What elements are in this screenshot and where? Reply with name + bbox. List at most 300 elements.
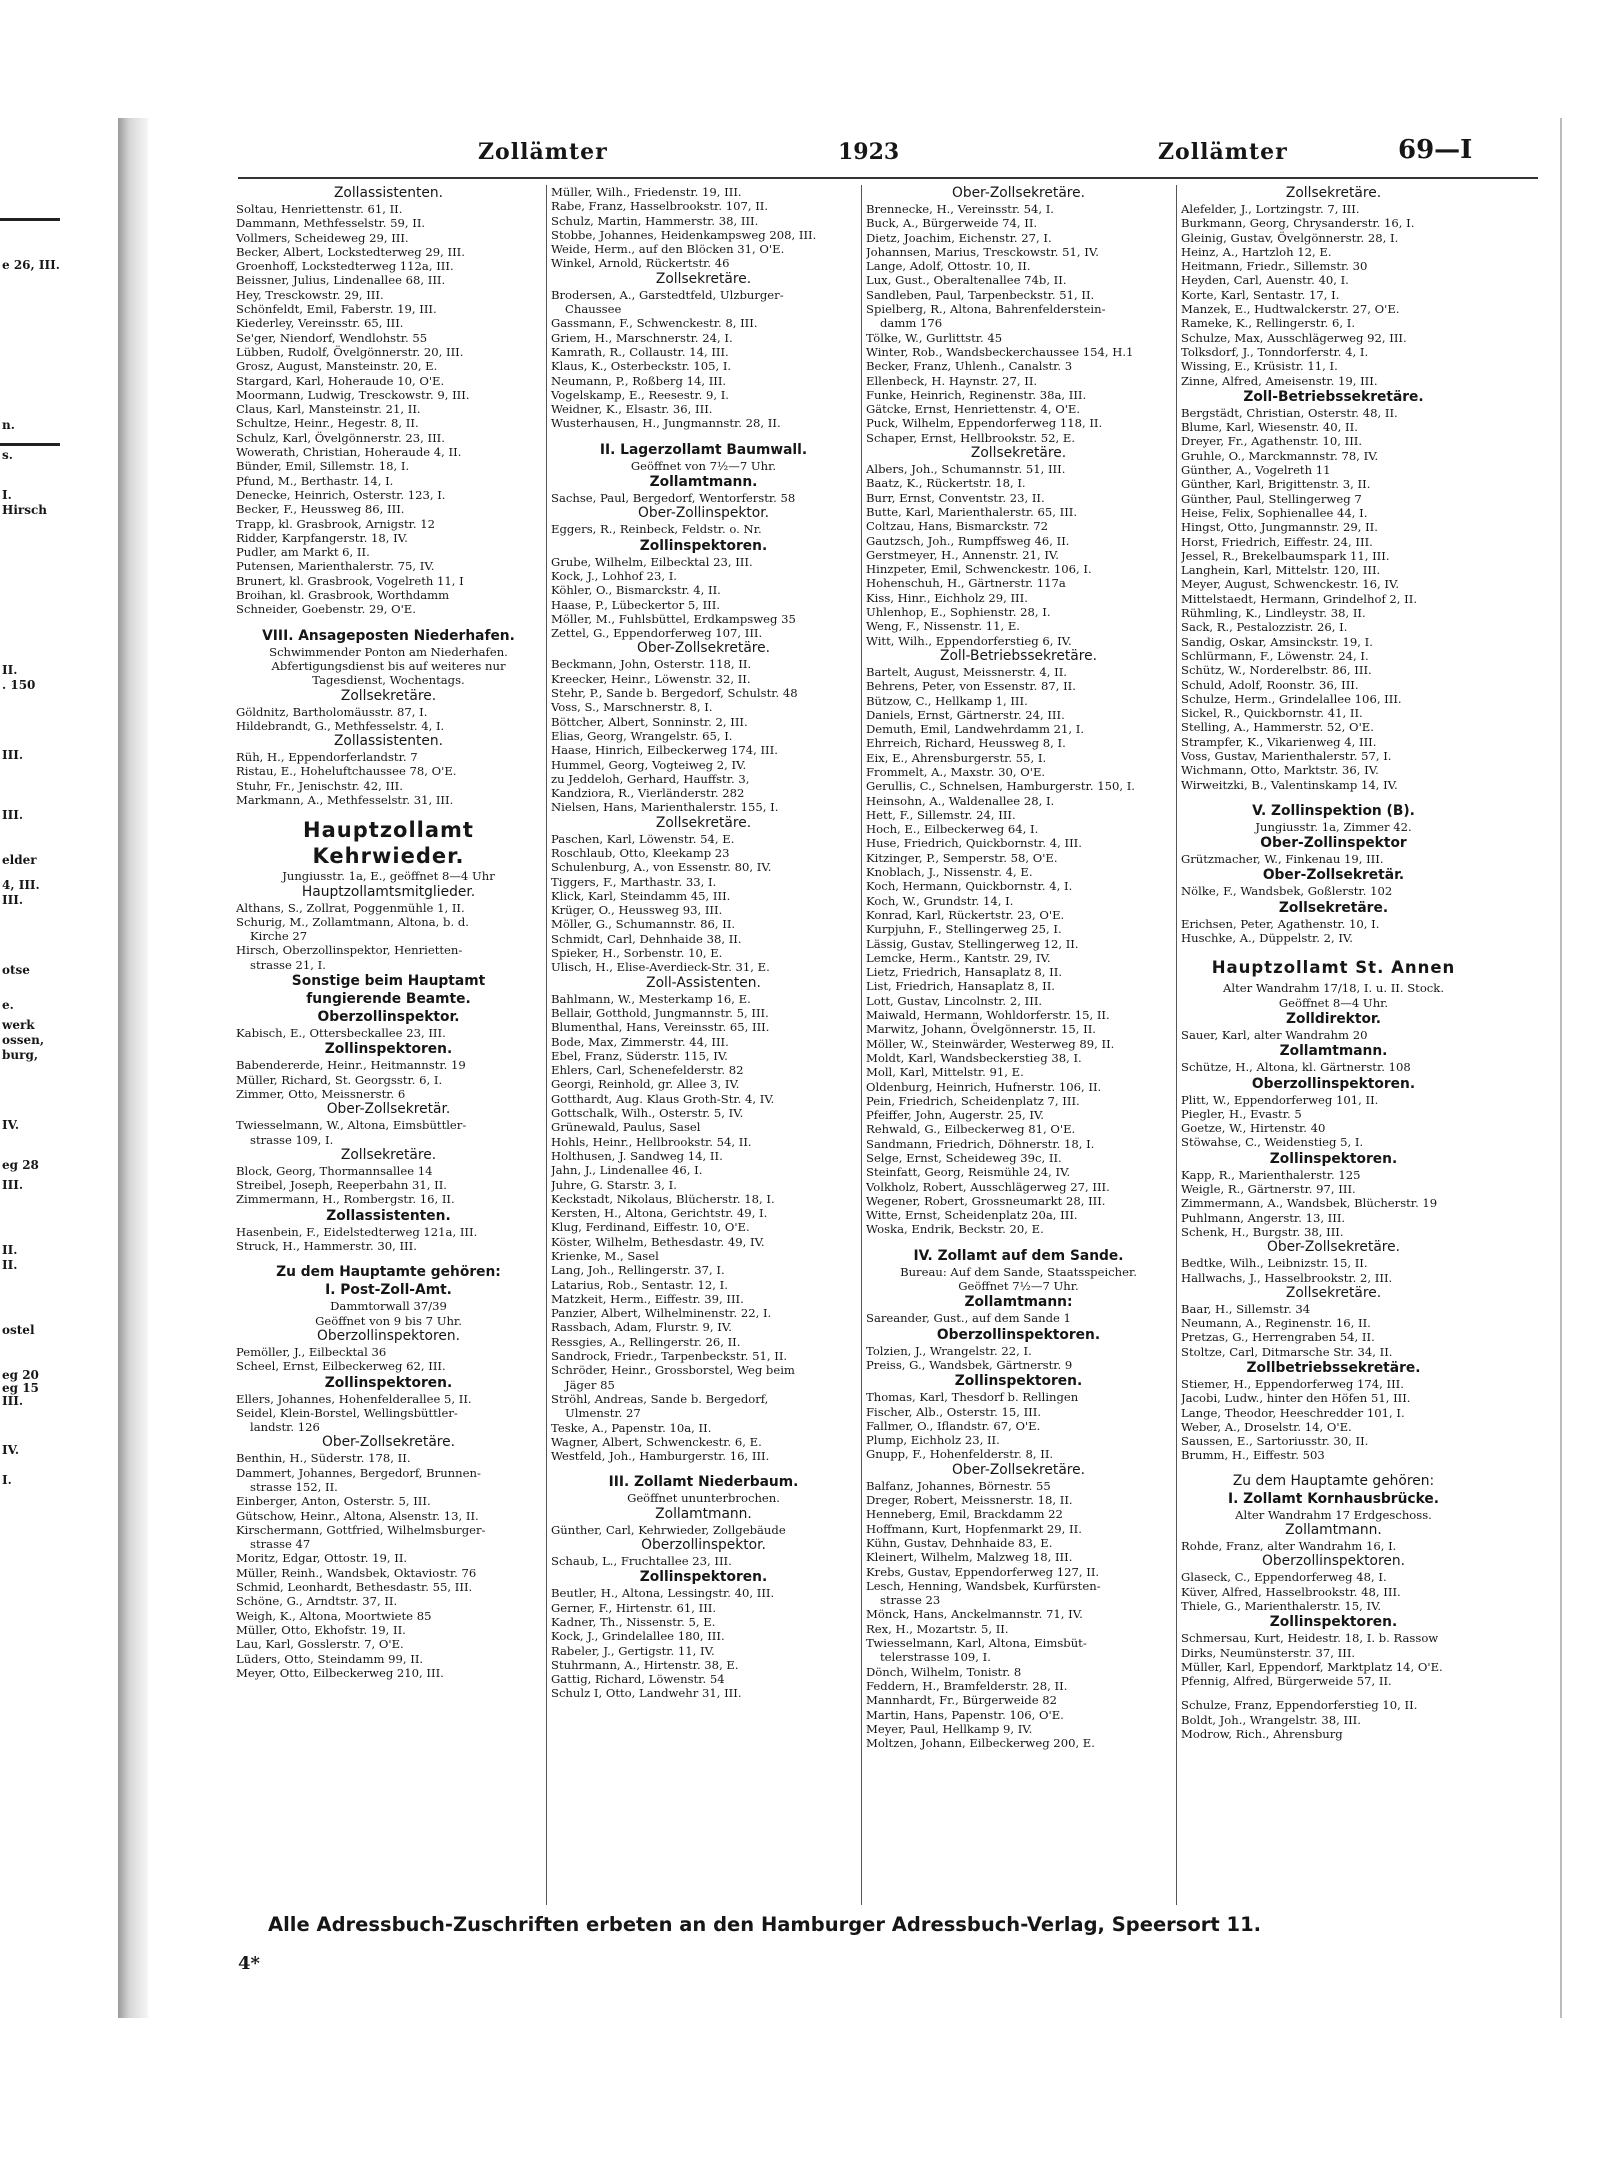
directory-entry: Schmersau, Kurt, Heidestr. 18, I. b. Rassow [1181, 1631, 1439, 1646]
directory-entry: Oldenburg, Heinrich, Hufnerstr. 106, II. [866, 1079, 1102, 1094]
directory-entry: Hoch, E., Eilbeckerweg 64, I. [866, 822, 1039, 837]
previous-page-fragment: II. [2, 1258, 18, 1272]
directory-entry: Vollmers, Scheideweg 29, III. [236, 230, 409, 245]
column-4 [1181, 185, 1486, 1905]
section-heading: Ober-Zollsekretär. [326, 1101, 451, 1118]
directory-entry: Lüders, Otto, Steindamm 99, II. [236, 1651, 424, 1666]
previous-page-fragment: eg 28 [2, 1158, 39, 1172]
spacer [551, 431, 856, 441]
directory-entry: Ellenbeck, H. Haynstr. 27, II. [866, 373, 1038, 388]
directory-entry: Se'ger, Niendorf, Wendlohstr. 55 [236, 330, 428, 345]
directory-entry: Wowerath, Christian, Hoheraude 4, II. [236, 445, 462, 460]
spacer [1181, 1463, 1486, 1473]
directory-entry: Schulze, Franz, Eppendorferstieg 10, II. [1181, 1698, 1418, 1713]
previous-page-fragment: . 150 [2, 678, 36, 692]
spacer [1181, 945, 1486, 955]
section-heading: II. Lagerzollamt Baumwall. [599, 441, 808, 458]
page-number: 69—I [1398, 135, 1473, 165]
directory-entry: Moldt, Karl, Wandsbeckerstieg 38, I. [866, 1050, 1082, 1065]
directory-entry: Ristau, E., Hoheluftchaussee 78, O'E. [236, 764, 457, 779]
directory-entry: Schönfeldt, Emil, Faberstr. 19, III. [236, 302, 437, 317]
directory-entry: Neumann, A., Reginenstr. 16, II. [1181, 1316, 1371, 1331]
directory-entry: Rameke, K., Rellingerstr. 6, I. [1181, 316, 1356, 331]
directory-entry: Koch, W., Grundstr. 14, I. [866, 893, 1014, 908]
previous-page-fragment: III. [2, 808, 24, 822]
column-3 [866, 185, 1171, 1905]
previous-page-fragment: eg 20 [2, 1368, 39, 1382]
directory-entry: Heitmann, Friedr., Sillemstr. 30 [1181, 259, 1368, 274]
directory-entry: Ehrreich, Richard, Heussweg 8, I. [866, 736, 1066, 751]
directory-page [148, 135, 1546, 1974]
office-note: Alter Wandrahm 17/18, I. u. II. Stock. [1222, 981, 1445, 996]
entry-continuation: strasse 23 [880, 1593, 941, 1608]
previous-page-fragment: s. [2, 448, 13, 462]
directory-entry: Zettel, G., Eppendorferweg 107, III. [551, 626, 763, 641]
directory-entry: Alefelder, J., Lortzingstr. 7, III. [1181, 202, 1360, 216]
directory-entry: Rassbach, Adam, Flurstr. 9, IV. [551, 1320, 732, 1335]
directory-entry: Benthin, H., Süderstr. 178, II. [236, 1451, 411, 1466]
directory-entry: Marwitz, Johann, Övelgönnerstr. 15, II. [866, 1022, 1096, 1037]
directory-entry: Panzier, Albert, Wilhelminenstr. 22, I. [551, 1306, 772, 1321]
directory-entry: Lang, Joh., Rellingerstr. 37, I. [551, 1263, 725, 1278]
previous-page-fragment: II. [2, 663, 18, 677]
directory-entry: Markmann, A., Methfesselstr. 31, III. [236, 792, 454, 807]
entry-continuation: strasse 47 [250, 1537, 311, 1552]
section-heading: Hauptzollamtsmitglieder. [301, 883, 476, 900]
directory-entry: Grünewald, Paulus, Sasel [551, 1120, 701, 1135]
directory-entry: Möller, M., Fuhlsbüttel, Erdkampsweg 35 [551, 611, 796, 626]
directory-entry: Juhre, G. Starstr. 3, I. [551, 1177, 677, 1192]
directory-entry: Funke, Heinrich, Reginenstr. 38a, III. [866, 387, 1087, 402]
directory-entry: Broihan, kl. Grasbrook, Worthdamm [236, 588, 450, 603]
previous-page-fragment: Hirsch [2, 503, 48, 517]
directory-entry: Babendererde, Heinr., Heitmannstr. 19 [236, 1058, 466, 1073]
directory-entry: Hildebrandt, G., Methfesselstr. 4, I. [236, 718, 445, 733]
directory-entry: Hey, Tresckowstr. 29, III. [236, 287, 384, 302]
section-heading: Ober-Zollsekretäre. [636, 640, 771, 657]
section-heading: Zoll-Betriebssekretäre. [1243, 388, 1424, 405]
section-heading: Zollinspektoren. [1269, 1150, 1398, 1167]
directory-entry: Vogelskamp, E., Reesestr. 9, I. [551, 387, 729, 402]
section-heading: VIII. Ansageposten Niederhafen. [262, 627, 515, 644]
directory-entry: Stelling, A., Hammerstr. 52, O'E. [1181, 720, 1374, 735]
directory-entry: Dirks, Neumünsterstr. 37, III. [1181, 1645, 1356, 1660]
directory-entry: Bergstädt, Christian, Osterstr. 48, II. [1181, 405, 1398, 420]
column-2 [551, 185, 856, 1905]
directory-entry: Rabeler, J., Gertigstr. 11, IV. [551, 1643, 715, 1658]
directory-entry: Ehlers, Carl, Schenefelderstr. 82 [551, 1063, 744, 1078]
directory-entry: Müller, Karl, Eppendorf, Marktplatz 14, O'E. [1181, 1659, 1443, 1674]
section-heading: V. Zollinspektion (B). [1252, 802, 1415, 819]
office-note: Dammtorwall 37/39 [330, 1299, 447, 1314]
directory-entry: Huse, Friedrich, Quickbornstr. 4, III. [866, 836, 1082, 851]
directory-entry: Günther, Carl, Kehrwieder, Zollgebäude [551, 1522, 786, 1537]
section-heading: Sonstige beim Hauptamt [291, 973, 486, 990]
directory-entry: Latarius, Rob., Sentastr. 12, I. [551, 1277, 728, 1292]
directory-entry: Twiesselmann, Karl, Altona, Eimsbüt- [866, 1636, 1087, 1651]
directory-entry: Demuth, Emil, Landwehrdamm 21, I. [866, 722, 1085, 737]
directory-entry: Hohls, Heinr., Hellbrookstr. 54, II. [551, 1134, 752, 1149]
directory-entry: Klug, Ferdinand, Eiffestr. 10, O'E. [551, 1220, 750, 1235]
directory-entry: Boldt, Joh., Wrangelstr. 38, III. [1181, 1712, 1361, 1727]
directory-entry: Streibel, Joseph, Reeperbahn 31, II. [236, 1178, 447, 1193]
directory-entry: Zimmermann, A., Wandsbek, Blücherstr. 19 [1181, 1196, 1438, 1211]
directory-entry: Mannhardt, Fr., Bürgerweide 82 [866, 1693, 1058, 1708]
office-heading: Hauptzollamt St. Annen [1211, 958, 1456, 978]
directory-entry: Hummel, Georg, Vogteiweg 2, IV. [551, 757, 747, 772]
previous-page-fragment: III. [2, 748, 24, 762]
directory-entry: Zimmermann, H., Rombergstr. 16, II. [236, 1192, 455, 1207]
directory-entry: Gattig, Richard, Löwenstr. 54 [551, 1672, 725, 1687]
previous-page-fragment: werk [2, 1018, 35, 1032]
section-heading: Ober-Zollinspektor. [637, 505, 770, 522]
directory-entry: Grube, Wilhelm, Eilbecktal 23, III. [551, 554, 753, 569]
directory-entry: Volkholz, Robert, Ausschlägerweg 27, III. [866, 1179, 1110, 1194]
section-heading: Zollinspektoren. [954, 1373, 1083, 1390]
directory-entry: Feddern, H., Bramfelderstr. 28, II. [866, 1678, 1068, 1693]
directory-entry: Witt, Wilh., Eppendorferstieg 6, IV. [866, 633, 1072, 648]
directory-entry: Ellers, Johannes, Hohenfelderallee 5, II. [236, 1391, 472, 1406]
directory-entry: Rehwald, G., Eilbeckerweg 81, O'E. [866, 1122, 1076, 1137]
directory-entry: Pemöller, J., Eilbecktal 36 [236, 1344, 387, 1359]
directory-entry: Holthusen, J. Sandweg 14, II. [551, 1148, 723, 1163]
office-heading: Kehrwieder. [312, 844, 465, 869]
directory-entry: Glaseck, C., Eppendorferweg 48, I. [1181, 1570, 1387, 1585]
section-heading: fungierende Beamte. [306, 991, 471, 1008]
section-heading: Oberzollinspektoren. [1262, 1553, 1405, 1570]
page-edge [1548, 118, 1600, 2018]
directory-entry: Wusterhausen, H., Jungmannstr. 28, II. [551, 416, 781, 431]
section-heading: Zollinspektoren. [1269, 1614, 1398, 1631]
previous-page-fragment: ossen, [2, 1033, 45, 1047]
directory-entry: Mönck, Hans, Anckelmannstr. 71, IV. [866, 1607, 1083, 1622]
previous-page-fragment: ostel [2, 1323, 35, 1337]
directory-entry: Stöwahse, C., Weidenstieg 5, I. [1181, 1135, 1364, 1150]
directory-entry: Meyer, Paul, Hellkamp 9, IV. [866, 1721, 1033, 1736]
directory-entry: Heinsohn, A., Waldenallee 28, I. [866, 793, 1055, 808]
directory-entry: Schaub, L., Fruchtallee 23, III. [551, 1554, 732, 1569]
directory-entry: Tölke, W., Gurlittstr. 45 [866, 330, 1003, 345]
directory-entry: Möller, W., Steinwärder, Westerweg 89, II. [866, 1036, 1115, 1051]
directory-entry: Sachse, Paul, Bergedorf, Wentorferstr. 58 [551, 491, 796, 506]
section-heading: Zollbetriebssekretäre. [1246, 1360, 1421, 1376]
directory-entry: Spielberg, R., Altona, Bahrenfelderstein- [866, 302, 1106, 317]
directory-entry: Koch, Hermann, Quickbornstr. 4, I. [866, 879, 1073, 894]
section-heading: Zollamtmann. [655, 1505, 752, 1522]
directory-entry: Roschlaub, Otto, Kleekamp 23 [551, 845, 730, 860]
directory-entry: Winter, Rob., Wandsbeckerchaussee 154, H.1 [866, 344, 1134, 359]
directory-entry: List, Friedrich, Hansaplatz 8, II. [866, 979, 1055, 994]
directory-entry: Günther, Paul, Stellingerweg 7 [1181, 491, 1362, 506]
directory-entry: Gruhle, O., Marckmannstr. 78, IV. [1181, 448, 1379, 463]
directory-entry: Pfeiffer, John, Augerstr. 25, IV. [866, 1108, 1044, 1123]
directory-entry: Block, Georg, Thormannsallee 14 [236, 1163, 433, 1178]
directory-entry: Schröder, Heinr., Grossborstel, Weg beim [551, 1363, 795, 1378]
directory-entry: Heise, Felix, Sophienallee 44, I. [1181, 505, 1368, 520]
directory-entry: Kandziora, R., Vierländerstr. 282 [551, 786, 745, 801]
directory-entry: Müller, Reinh., Wandsbek, Oktaviostr. 76 [236, 1565, 477, 1580]
directory-entry: Gnupp, F., Hohenfelderstr. 8, II. [866, 1447, 1054, 1462]
directory-entry: Denecke, Heinrich, Osterstr. 123, I. [236, 487, 446, 502]
directory-entry: Plump, Eichholz 23, II. [866, 1433, 1000, 1448]
directory-entry: Claus, Karl, Mansteinstr. 21, II. [236, 402, 421, 417]
directory-entry: Keckstadt, Nikolaus, Blücherstr. 18, I. [551, 1191, 775, 1206]
directory-entry: Bahlmann, W., Mesterkamp 16, E. [551, 991, 751, 1006]
directory-entry: Scheel, Ernst, Eilbeckerweg 62, III. [236, 1359, 446, 1374]
directory-entry: Schulze, Max, Ausschlägerweg 92, III. [1181, 330, 1407, 345]
section-heading: Zu dem Hauptamte gehören: [1232, 1472, 1435, 1489]
directory-entry: Brodersen, A., Garstedtfeld, Ulzburger- [551, 287, 784, 302]
directory-entry: Krienke, M., Sasel [551, 1249, 659, 1263]
directory-entry: Ebel, Franz, Süderstr. 115, IV. [551, 1048, 728, 1063]
previous-page-fragment: IV. [2, 1443, 20, 1457]
section-heading: Oberzollinspektor. [317, 1009, 460, 1026]
office-note: Schwimmender Ponton am Niederhafen. [269, 644, 508, 659]
directory-entry: Puhlmann, Angerstr. 13, III. [1181, 1210, 1346, 1225]
directory-entry: Thomas, Karl, Thesdorf b. Rellingen [866, 1390, 1079, 1405]
directory-entry: Butte, Karl, Marienthalerstr. 65, III. [866, 504, 1078, 519]
entry-continuation: Ulmenstr. 27 [565, 1406, 641, 1421]
section-heading: Zollsekretäre. [340, 1146, 437, 1163]
directory-entry: Mittelstaedt, Hermann, Grindelhof 2, II. [1181, 591, 1418, 606]
directory-entry: Buck, A., Bürgerweide 74, II. [866, 216, 1038, 231]
directory-entry: Wegener, Robert, Grossneumarkt 28, III. [866, 1193, 1106, 1208]
directory-entry: Hingst, Otto, Jungmannstr. 29, II. [1181, 520, 1378, 535]
previous-page-fragment: e 26, III. [2, 258, 60, 272]
previous-page-rule [0, 443, 60, 446]
directory-entry: Voss, Gustav, Marienthalerstr. 57, I. [1181, 748, 1392, 763]
directory-entry: Ridder, Karpfangerstr. 18, IV. [236, 530, 408, 545]
directory-entry: Müller, Richard, St. Georgsstr. 6, I. [236, 1072, 443, 1087]
directory-entry: Pein, Friedrich, Scheidenplatz 7, III. [866, 1093, 1080, 1108]
directory-entry: Günther, Karl, Brigittenstr. 3, II. [1181, 477, 1371, 492]
directory-entry: Lietz, Friedrich, Hansaplatz 8, II. [866, 965, 1063, 980]
directory-entry: Ströhl, Andreas, Sande b. Bergedorf, [551, 1391, 769, 1406]
directory-entry: Baar, H., Sillemstr. 34 [1181, 1301, 1311, 1316]
directory-entry: Beutler, H., Altona, Lessingstr. 40, III. [551, 1586, 775, 1601]
directory-entry: Weigh, K., Altona, Moortwiete 85 [236, 1608, 432, 1623]
column-divider [861, 185, 862, 1905]
directory-entry: Wissing, E., Krüsistr. 11, I. [1181, 359, 1338, 374]
directory-entry: Moltzen, Johann, Eilbeckerweg 200, E. [866, 1736, 1095, 1751]
office-note: Abfertigungsdienst bis auf weiteres nur [271, 658, 506, 673]
directory-entry: Gleinig, Gustav, Övelgönnerstr. 28, I. [1181, 230, 1399, 245]
running-header [148, 135, 1546, 175]
directory-entry: Klaus, K., Osterbeckstr. 105, I. [551, 359, 732, 374]
spacer [236, 807, 541, 817]
office-note: Tagesdienst, Wochentags. [312, 673, 465, 688]
directory-entry: Rühmling, K., Lindleystr. 38, II. [1181, 606, 1366, 621]
directory-entry: Wichmann, Otto, Marktstr. 36, IV. [1181, 763, 1379, 778]
directory-entry: Küver, Alfred, Hasselbrookstr. 48, III. [1181, 1584, 1401, 1599]
section-heading: Ober-Zollsekretäre. [1266, 1239, 1401, 1256]
directory-entry: Weidner, K., Elsastr. 36, III. [551, 402, 713, 417]
directory-entry: Knoblach, J., Nissenstr. 4, E. [866, 865, 1033, 880]
directory-entry: Schenk, H., Burgstr. 38, III. [1181, 1224, 1344, 1239]
directory-entry: Sickel, R., Quickbornstr. 41, II. [1181, 706, 1363, 721]
section-heading: Zollsekretäre. [340, 687, 437, 704]
directory-entry: Grosz, August, Mansteinstr. 20, E. [236, 359, 438, 374]
previous-page-fragment: III. [2, 1394, 24, 1408]
previous-page-fragment: e. [2, 998, 14, 1012]
entry-continuation: strasse 152, II. [250, 1480, 338, 1494]
directory-entry: Hirsch, Oberzollinspektor, Henrietten- [236, 943, 463, 958]
directory-entry: Struck, H., Hammerstr. 30, III. [236, 1239, 417, 1254]
directory-entry: Kiederley, Vereinsstr. 65, III. [236, 316, 404, 331]
directory-entry: Jessel, R., Brekelbaumspark 11, III. [1181, 548, 1390, 563]
office-note: Alter Wandrahm 17 Erdgeschoss. [1235, 1507, 1432, 1522]
directory-entry: Köster, Wilhelm, Bethesdastr. 49, IV. [551, 1234, 765, 1249]
directory-entry: Coltzau, Hans, Bismarckstr. 72 [866, 519, 1049, 534]
directory-entry: Bode, Max, Zimmerstr. 44, III. [551, 1034, 729, 1049]
directory-entry: Weber, A., Droselstr. 14, O'E. [1181, 1419, 1352, 1434]
directory-entry: Gätcke, Ernst, Henriettenstr. 4, O'E. [866, 402, 1081, 417]
directory-entry: Bellair, Gotthold, Jungmannstr. 5, III. [551, 1005, 769, 1020]
directory-entry: Schütz, W., Norderelbstr. 86, III. [1181, 663, 1372, 678]
directory-entry: Stuhrmann, A., Hirtenstr. 38, E. [551, 1657, 739, 1672]
directory-entry: Kurpjuhn, F., Stellingerweg 25, I. [866, 922, 1062, 937]
directory-entry: Brumm, H., Eiffestr. 503 [1181, 1448, 1325, 1463]
previous-page-fragment: n. [2, 418, 15, 432]
directory-entry: Albers, Joh., Schumannstr. 51, III. [866, 462, 1066, 477]
directory-entry: Weigle, R., Gärtnerstr. 97, III. [1181, 1182, 1356, 1197]
directory-entry: Tiggers, F., Marthastr. 33, I. [551, 874, 717, 889]
section-heading: Zollamtmann. [1279, 1043, 1388, 1060]
directory-entry: Hasenbein, F., Eidelstedterweg 121a, III. [236, 1224, 478, 1239]
entry-continuation: damm 176 [880, 316, 943, 331]
directory-entry: Steinfatt, Georg, Reismühle 24, IV. [866, 1165, 1071, 1180]
directory-entry: Puck, Wilhelm, Eppendorferweg 118, II. [866, 416, 1103, 431]
previous-page-fragment: elder [2, 853, 37, 867]
directory-entry: Gerstmeyer, H., Annenstr. 21, IV. [866, 547, 1059, 562]
office-note: Geöffnet ununterbrochen. [627, 1491, 780, 1506]
directory-entry: Saussen, E., Sartoriusstr. 30, II. [1181, 1434, 1369, 1449]
directory-entry: Zimmer, Otto, Meissnerstr. 6 [236, 1086, 406, 1101]
publisher-notice: Alle Adressbuch-Zuschriften erbeten an den Hamburger Adressbuch-Verlag, Speersort 11. [268, 1913, 1262, 1936]
previous-page-fragment: II. [2, 1243, 18, 1257]
section-heading: Zollamtmann. [649, 474, 758, 491]
directory-entry: Gerner, F., Hirtenstr. 61, III. [551, 1600, 717, 1615]
directory-entry: Weide, Herm., auf den Blöcken 31, O'E. [551, 242, 785, 257]
directory-entry: Blume, Karl, Wiesenstr. 40, II. [1181, 420, 1358, 435]
directory-entry: Schmid, Leonhardt, Bethesdastr. 55, III. [236, 1580, 473, 1595]
entry-continuation: strasse 109, I. [250, 1132, 334, 1147]
directory-entry: Burkmann, Georg, Chrysanderstr. 16, I. [1181, 216, 1415, 231]
directory-entry: Jahn, J., Lindenallee 46, I. [551, 1163, 703, 1178]
directory-entry: zu Jeddeloh, Gerhard, Hauffstr. 3, [551, 771, 750, 786]
directory-entry: Preiss, G., Wandsbek, Gärtnerstr. 9 [866, 1357, 1073, 1372]
directory-entry: Pudler, am Markt 6, II. [236, 545, 370, 560]
directory-entry: Schneider, Goebenstr. 29, O'E. [236, 602, 416, 617]
previous-page-fragment: otse [2, 963, 30, 977]
directory-entry: Wirweitzki, B., Valentinskamp 14, IV. [1181, 777, 1398, 792]
section-heading: Ober-Zollsekretäre. [321, 1434, 456, 1451]
directory-entry: Schulz I, Otto, Landwehr 31, III. [551, 1686, 742, 1701]
directory-entry: Schulze, Herm., Grindelallee 106, III. [1181, 691, 1402, 706]
directory-entry: Weng, F., Nissenstr. 11, E. [866, 619, 1020, 634]
previous-page-fragment: 4, III. [2, 878, 40, 892]
directory-entry: Heyden, Carl, Auenstr. 40, I. [1181, 273, 1349, 288]
entry-continuation: telerstrasse 109, I. [880, 1650, 991, 1665]
directory-entry: Erichsen, Peter, Agathenstr. 10, I. [1181, 916, 1380, 931]
directory-entry: Dönch, Wilhelm, Tonistr. 8 [866, 1664, 1022, 1679]
directory-entry: Lesch, Henning, Wandsbek, Kurfürsten- [866, 1578, 1101, 1593]
directory-entry: Maiwald, Hermann, Wohldorferstr. 15, II. [866, 1008, 1110, 1023]
directory-entry: Henneberg, Emil, Brackdamm 22 [866, 1507, 1063, 1522]
directory-entry: Bützow, C., Hellkamp 1, III. [866, 693, 1028, 708]
directory-entry: Baatz, K., Rückertstr. 18, I. [866, 476, 1026, 491]
section-heading: Zollinspektoren. [324, 1374, 453, 1391]
spacer [236, 1253, 541, 1263]
book-gutter-shadow [118, 118, 148, 2018]
section-heading: Zollsekretäre. [655, 814, 752, 831]
directory-entry: Fallmer, O., Iflandstr. 67, O'E. [866, 1418, 1041, 1433]
directory-entry: Langhein, Karl, Mittelstr. 120, III. [1181, 563, 1381, 578]
section-heading: Zollassistenten. [333, 185, 444, 201]
directory-entry: Groenhoff, Lockstedterweg 112a, III. [236, 259, 454, 274]
directory-entry: Voss, S., Marschnerstr. 8, I. [551, 700, 713, 715]
entry-continuation: Chaussee [565, 302, 622, 317]
directory-entry: Lange, Adolf, Ottostr. 10, II. [866, 259, 1031, 274]
section-heading: Zollsekretäre. [970, 445, 1067, 462]
directory-entry: Rex, H., Mozartstr. 5, II. [866, 1621, 1009, 1636]
directory-entry: Becker, Albert, Lockstedterweg 29, III. [236, 244, 465, 259]
directory-entry: Schuld, Adolf, Roonstr. 36, III. [1181, 677, 1359, 692]
directory-entry: Strampfer, K., Vikarienweg 4, III. [1181, 734, 1377, 749]
previous-page-strip [0, 118, 120, 2018]
directory-entry: Matzkeit, Herm., Eiffestr. 39, III. [551, 1291, 744, 1306]
directory-entry: Schlürmann, F., Löwenstr. 24, I. [1181, 648, 1369, 663]
directory-entry: Sandig, Oskar, Amsinckstr. 19, I. [1181, 634, 1373, 649]
directory-entry: Kock, J., Grindelallee 180, III. [551, 1629, 725, 1644]
directory-entry: Dreger, Robert, Meissnerstr. 18, II. [866, 1493, 1073, 1508]
directory-entry: Köhler, O., Bismarckstr. 4, II. [551, 583, 721, 598]
directory-entry: Tolzien, J., Wrangelstr. 22, I. [866, 1343, 1032, 1358]
section-heading: Zollamtmann: [964, 1294, 1073, 1311]
entry-continuation: Kirche 27 [250, 929, 308, 944]
section-heading: Zollinspektoren. [639, 537, 768, 554]
section-heading: I. Zollamt Kornhausbrücke. [1227, 1490, 1439, 1507]
directory-entry: Gottschalk, Wilh., Osterstr. 5, IV. [551, 1106, 744, 1121]
section-heading: Zollsekretäre. [1285, 185, 1382, 201]
section-heading: Zollsekretäre. [1285, 1284, 1382, 1301]
directory-entry: Piegler, H., Evastr. 5 [1181, 1106, 1302, 1121]
directory-entry: Becker, F., Heussweg 86, III. [236, 502, 405, 517]
directory-entry: Müller, Otto, Ekhofstr. 19, II. [236, 1622, 406, 1637]
directory-entry: Woska, Endrik, Beckstr. 20, E. [866, 1222, 1044, 1237]
office-note: Geöffnet von 9 bis 7 Uhr. [315, 1313, 462, 1328]
directory-entry: Haase, P., Lübeckertor 5, III. [551, 597, 721, 612]
directory-entry: Rüh, H., Eppendorferlandstr. 7 [236, 750, 418, 765]
directory-entry: Nielsen, Hans, Marienthalerstr. 155, I. [551, 800, 779, 815]
directory-entry: Thiele, G., Marienthalerstr. 15, IV. [1181, 1598, 1382, 1613]
directory-entry: Behrens, Peter, von Essenstr. 87, II. [866, 679, 1076, 694]
directory-entry: Bünder, Emil, Sillemstr. 18, I. [236, 459, 410, 474]
directory-entry: Pretzas, G., Herrengraben 54, II. [1181, 1330, 1375, 1345]
directory-entry: Sack, R., Pestalozzistr. 26, I. [1181, 620, 1348, 635]
directory-entry: Bartelt, August, Meissnerstr. 4, II. [866, 664, 1067, 679]
section-heading: Ober-Zollinspektor [1260, 835, 1407, 852]
directory-entry: Dammann, Methfesselstr. 59, II. [236, 216, 426, 231]
directory-entry: Hoffmann, Kurt, Hopfenmarkt 29, II. [866, 1521, 1082, 1536]
directory-entry: Stiemer, H., Eppendorferweg 174, III. [1181, 1377, 1404, 1391]
directory-entry: Heinz, A., Hartzloh 12, E. [1181, 244, 1332, 259]
directory-entry: Sandmann, Friedrich, Döhnerstr. 18, I. [866, 1136, 1095, 1151]
section-heading: Oberzollinspektoren. [317, 1327, 460, 1344]
directory-entry: Böttcher, Albert, Sonninstr. 2, III. [551, 714, 748, 729]
directory-entry: Teske, A., Papenstr. 10a, II. [551, 1420, 712, 1435]
directory-entry: Lübben, Rudolf, Övelgönnerstr. 20, III. [236, 344, 464, 359]
